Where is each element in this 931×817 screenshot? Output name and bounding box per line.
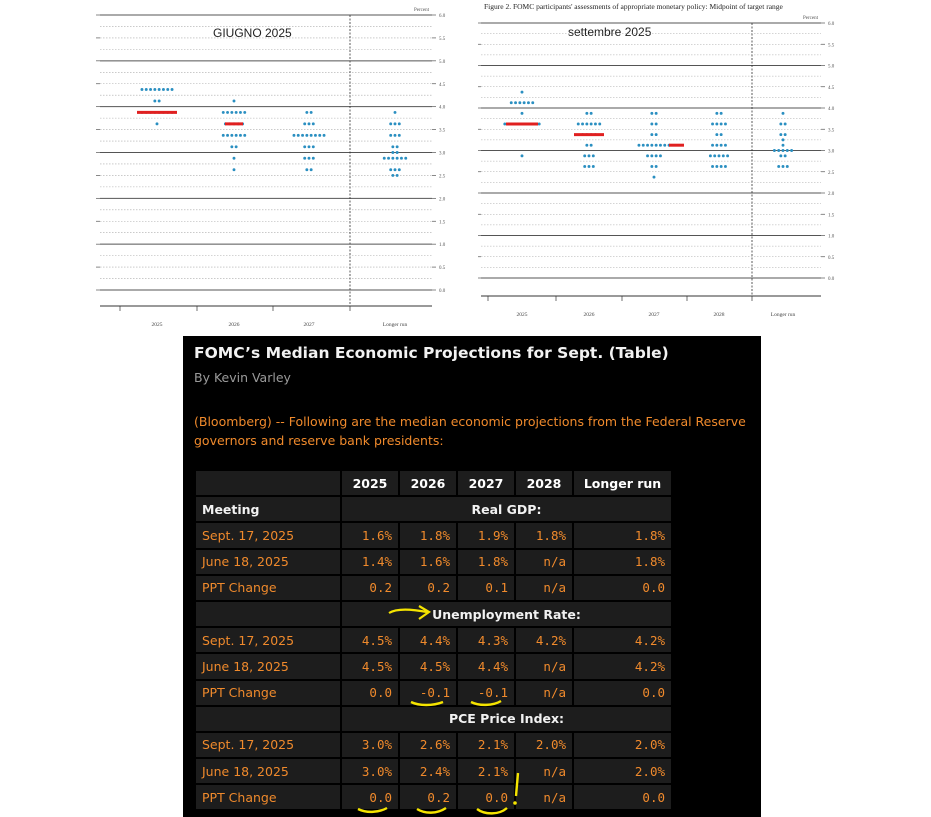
participant-dot — [583, 165, 586, 168]
y-tick-label: 1.5 — [828, 213, 835, 219]
y-axis-label: Percent — [414, 8, 429, 13]
chart-title: settembre 2025 — [568, 25, 652, 39]
table-cell: 3.0% — [342, 759, 398, 783]
participant-dot — [538, 122, 541, 125]
table-cell: 2.1% — [458, 733, 514, 757]
table-cell: 0.2 — [400, 576, 456, 600]
table-cell: 0.0 — [458, 785, 514, 809]
participant-dot — [394, 168, 397, 171]
table-cell: 1.9% — [458, 523, 514, 547]
y-tick-label: 3.5 — [828, 128, 835, 134]
participant-dot — [233, 99, 236, 102]
participant-dot — [590, 112, 593, 115]
y-tick-label: 4.5 — [439, 82, 446, 88]
participant-dot — [305, 134, 308, 137]
participant-dot — [786, 165, 789, 168]
participant-dot — [383, 157, 386, 160]
table-cell: n/a — [516, 550, 572, 574]
row-label: Sept. 17, 2025 — [196, 523, 340, 547]
participant-dot — [308, 122, 311, 125]
meeting-label: Meeting — [196, 497, 340, 521]
participant-dot — [720, 112, 723, 115]
participant-dot — [235, 145, 238, 148]
participant-dot — [396, 157, 399, 160]
participant-dot — [715, 112, 718, 115]
table-cell: 0.0 — [342, 681, 398, 705]
handwritten-annotations — [183, 336, 761, 817]
participant-dot — [158, 99, 161, 102]
participant-dot — [653, 176, 656, 179]
column-header: 2028 — [516, 471, 572, 495]
table-cell: 4.5% — [342, 628, 398, 652]
row-label: Sept. 17, 2025 — [196, 628, 340, 652]
y-tick-label: 0.5 — [828, 255, 835, 261]
y-tick-label: 3.0 — [439, 151, 446, 157]
participant-dot — [590, 144, 593, 147]
participant-dot — [230, 134, 233, 137]
x-tick-label: 2028 — [713, 312, 725, 318]
table-cell: -0.1 — [458, 681, 514, 705]
participant-dot — [715, 122, 718, 125]
participant-dot — [588, 165, 591, 168]
participant-dot — [141, 88, 144, 91]
y-tick-label: 1.0 — [439, 243, 446, 249]
participant-dot — [394, 111, 397, 114]
row-label: June 18, 2025 — [196, 550, 340, 574]
table-cell: 1.6% — [342, 523, 398, 547]
participant-dot — [158, 88, 161, 91]
y-tick-label: 3.0 — [828, 149, 835, 155]
participant-dot — [577, 122, 580, 125]
participant-dot — [711, 122, 714, 125]
participant-dot — [715, 133, 718, 136]
participant-dot — [663, 144, 666, 147]
y-axis-label: Percent — [803, 16, 818, 21]
section-name: Unemployment Rate: — [342, 602, 671, 626]
table-cell: 0.0 — [574, 576, 671, 600]
x-tick-label: 2027 — [303, 322, 315, 328]
underline-2027-pce — [477, 808, 507, 813]
participant-dot — [312, 145, 315, 148]
participant-dot — [310, 168, 313, 171]
participant-dot — [514, 101, 517, 104]
participant-dot — [323, 134, 326, 137]
table-cell: 4.2% — [574, 654, 671, 678]
table-cell: 3.0% — [342, 733, 398, 757]
participant-dot — [726, 154, 729, 157]
table-cell: 1.8% — [400, 523, 456, 547]
participant-dot — [398, 134, 401, 137]
participant-dot — [722, 154, 725, 157]
table-cell: n/a — [516, 759, 572, 783]
table-cell: 4.3% — [458, 628, 514, 652]
participant-dot — [592, 154, 595, 157]
participant-dot — [659, 144, 662, 147]
participant-dot — [521, 154, 524, 157]
participant-dot — [790, 149, 793, 152]
x-tick-label: 2025 — [151, 322, 163, 328]
participant-dot — [156, 122, 159, 125]
participant-dot — [389, 122, 392, 125]
participant-dot — [786, 149, 789, 152]
participant-dot — [243, 111, 246, 114]
participant-dot — [650, 122, 653, 125]
underline-2026-pce — [417, 808, 446, 813]
x-tick-label: 2026 — [583, 312, 595, 318]
table-cell: 1.8% — [516, 523, 572, 547]
participant-dot — [650, 133, 653, 136]
y-tick-label: 3.5 — [439, 128, 446, 134]
participant-dot — [583, 154, 586, 157]
row-label: June 18, 2025 — [196, 654, 340, 678]
participant-dot — [715, 144, 718, 147]
participant-dot — [588, 154, 591, 157]
participant-dot — [297, 134, 300, 137]
participant-dot — [650, 154, 653, 157]
y-tick-label: 6.0 — [439, 14, 446, 19]
chart-title: GIUGNO 2025 — [213, 26, 292, 40]
table-cell: n/a — [516, 654, 572, 678]
row-label: PPT Change — [196, 681, 340, 705]
participant-dot — [404, 157, 407, 160]
participant-dot — [391, 145, 394, 148]
y-tick-label: 5.5 — [439, 36, 446, 42]
participant-dot — [303, 157, 306, 160]
y-tick-label: 1.5 — [439, 220, 446, 226]
participant-dot — [308, 157, 311, 160]
participant-dot — [239, 134, 242, 137]
participant-dot — [642, 144, 645, 147]
participant-dot — [166, 88, 169, 91]
participant-dot — [235, 134, 238, 137]
participant-dot — [711, 165, 714, 168]
participant-dot — [239, 111, 242, 114]
table-cell: 1.8% — [574, 523, 671, 547]
participant-dot — [243, 134, 246, 137]
exclamation-mark — [516, 773, 518, 796]
participant-dot — [394, 122, 397, 125]
y-tick-label: 4.5 — [828, 85, 835, 91]
participant-dot — [713, 154, 716, 157]
participant-dot — [396, 151, 399, 154]
participant-dot — [718, 154, 721, 157]
participant-dot — [784, 133, 787, 136]
table-cell: 0.2 — [342, 576, 398, 600]
participant-dot — [655, 144, 658, 147]
participant-dot — [318, 134, 321, 137]
participant-dot — [310, 111, 313, 114]
participant-dot — [655, 133, 658, 136]
column-header: 2027 — [458, 471, 514, 495]
participant-dot — [779, 154, 782, 157]
table-cell: 1.6% — [400, 550, 456, 574]
participant-dot — [782, 112, 785, 115]
table-cell: 1.8% — [574, 550, 671, 574]
participant-dot — [659, 154, 662, 157]
participant-dot — [389, 168, 392, 171]
row-label: June 18, 2025 — [196, 759, 340, 783]
participant-dot — [779, 122, 782, 125]
table-cell: n/a — [516, 681, 572, 705]
participant-dot — [226, 111, 229, 114]
participant-dot — [782, 149, 785, 152]
x-tick-label: 2026 — [228, 322, 240, 328]
participant-dot — [646, 144, 649, 147]
participant-dot — [305, 111, 308, 114]
participant-dot — [312, 157, 315, 160]
participant-dot — [590, 122, 593, 125]
participant-dot — [171, 88, 174, 91]
participant-dot — [585, 112, 588, 115]
y-tick-label: 2.0 — [828, 192, 835, 197]
participant-dot — [715, 165, 718, 168]
participant-dot — [784, 154, 787, 157]
participant-dot — [638, 144, 641, 147]
table-cell: 2.0% — [516, 733, 572, 757]
column-header: Longer run — [574, 471, 671, 495]
participant-dot — [720, 122, 723, 125]
y-tick-label: 2.5 — [439, 174, 446, 180]
participant-dot — [655, 112, 658, 115]
row-label: Sept. 17, 2025 — [196, 733, 340, 757]
table-cell: 0.0 — [342, 785, 398, 809]
participant-dot — [230, 111, 233, 114]
participant-dot — [720, 165, 723, 168]
row-label: PPT Change — [196, 785, 340, 809]
table-cell: 1.8% — [458, 550, 514, 574]
participant-dot — [162, 88, 165, 91]
table-cell: n/a — [516, 785, 572, 809]
participant-dot — [391, 151, 394, 154]
participant-dot — [527, 101, 530, 104]
participant-dot — [389, 134, 392, 137]
participant-dot — [230, 145, 233, 148]
dot-plot-june — [95, 0, 465, 335]
participant-dot — [650, 165, 653, 168]
table-cell: 4.4% — [400, 628, 456, 652]
column-header: 2025 — [342, 471, 398, 495]
participant-dot — [510, 101, 513, 104]
participant-dot — [153, 88, 156, 91]
y-tick-label: 5.5 — [828, 43, 835, 49]
participant-dot — [149, 88, 152, 91]
participant-dot — [724, 165, 727, 168]
participant-dot — [518, 101, 521, 104]
participant-dot — [784, 122, 787, 125]
participant-dot — [782, 144, 785, 147]
participant-dot — [398, 168, 401, 171]
y-tick-label: 4.0 — [439, 105, 446, 111]
participant-dot — [303, 145, 306, 148]
x-tick-label: Longer run — [770, 312, 796, 318]
table-cell: 1.4% — [342, 550, 398, 574]
participant-dot — [523, 101, 526, 104]
participant-dot — [521, 91, 524, 94]
participant-dot — [782, 138, 785, 141]
participant-dot — [709, 154, 712, 157]
table-cell: 4.2% — [574, 628, 671, 652]
participant-dot — [650, 144, 653, 147]
participant-dot — [222, 111, 225, 114]
table-cell: 4.2% — [516, 628, 572, 652]
participant-dot — [581, 122, 584, 125]
yellow-arrow — [389, 610, 427, 614]
y-tick-label: 2.5 — [828, 170, 835, 176]
y-tick-label: 0.0 — [439, 289, 446, 294]
y-tick-label: 0.0 — [828, 277, 835, 282]
participant-dot — [314, 134, 317, 137]
exclamation-dot — [513, 801, 517, 805]
fomc-projections-panel — [183, 336, 761, 817]
participant-dot — [396, 145, 399, 148]
table-cell: 2.6% — [400, 733, 456, 757]
y-tick-label: 4.0 — [828, 107, 835, 112]
participant-dot — [650, 112, 653, 115]
participant-dot — [585, 144, 588, 147]
participant-dot — [592, 165, 595, 168]
y-tick-label: 6.0 — [828, 22, 835, 27]
participant-dot — [594, 122, 597, 125]
participant-dot — [305, 168, 308, 171]
participant-dot — [598, 122, 601, 125]
participant-dot — [303, 122, 306, 125]
participant-dot — [312, 122, 315, 125]
participant-dot — [779, 133, 782, 136]
table-cell: n/a — [516, 576, 572, 600]
table-cell: 0.0 — [574, 681, 671, 705]
participant-dot — [503, 122, 506, 125]
participant-dot — [233, 168, 236, 171]
participant-dot — [391, 174, 394, 177]
participant-dot — [400, 157, 403, 160]
participant-dot — [226, 134, 229, 137]
participant-dot — [308, 145, 311, 148]
table-cell: 4.5% — [342, 654, 398, 678]
table-cell: 2.0% — [574, 733, 671, 757]
participant-dot — [724, 144, 727, 147]
participant-dot — [521, 112, 524, 115]
participant-dot — [655, 154, 658, 157]
section-name: Real GDP: — [342, 497, 671, 521]
panel-author: By Kevin Varley — [194, 370, 291, 385]
participant-dot — [235, 111, 238, 114]
participant-dot — [396, 174, 399, 177]
participant-dot — [646, 154, 649, 157]
table-cell: 0.1 — [458, 576, 514, 600]
y-tick-label: 5.0 — [828, 64, 835, 70]
participant-dot — [773, 149, 776, 152]
table-cell: -0.1 — [400, 681, 456, 705]
panel-title: FOMC’s Median Economic Projections for Sept. (Table) — [194, 344, 669, 362]
underline-2026-unemployment — [411, 702, 443, 705]
participant-dot — [777, 149, 780, 152]
participant-dot — [301, 134, 304, 137]
participant-dot — [720, 133, 723, 136]
underline-2025-pce — [358, 808, 387, 812]
participant-dot — [655, 122, 658, 125]
y-tick-label: 1.0 — [828, 234, 835, 240]
table-cell: 2.1% — [458, 759, 514, 783]
participant-dot — [398, 122, 401, 125]
table-cell: 4.4% — [458, 654, 514, 678]
participant-dot — [222, 134, 225, 137]
participant-dot — [394, 134, 397, 137]
figure-caption: Figure 2. FOMC participants' assessments of appropriate monetary policy: Midpoint of target range — [484, 2, 783, 11]
table-cell: 0.0 — [574, 785, 671, 809]
y-tick-label: 5.0 — [439, 59, 446, 65]
participant-dot — [724, 122, 727, 125]
table-cell: 2.4% — [400, 759, 456, 783]
panel-intro: (Bloomberg) -- Following are the median economic projections from the Federal Reserve governors and reserve bank presidents: — [194, 414, 746, 448]
participant-dot — [233, 157, 236, 160]
y-tick-label: 0.5 — [439, 266, 446, 272]
participant-dot — [153, 99, 156, 102]
participant-dot — [293, 134, 296, 137]
participant-dot — [655, 165, 658, 168]
table-cell: 0.2 — [400, 785, 456, 809]
participant-dot — [711, 144, 714, 147]
participant-dot — [391, 157, 394, 160]
participant-dot — [310, 134, 313, 137]
participant-dot — [145, 88, 148, 91]
participant-dot — [777, 165, 780, 168]
section-name: PCE Price Index: — [342, 707, 671, 731]
x-tick-label: Longer run — [382, 322, 408, 328]
participant-dot — [531, 101, 534, 104]
x-tick-label: 2025 — [516, 312, 528, 318]
underline-2027-unemployment — [471, 701, 501, 705]
row-label: PPT Change — [196, 576, 340, 600]
dot-plot-september-svg — [478, 0, 848, 330]
table-cell: 2.0% — [574, 759, 671, 783]
participant-dot — [585, 122, 588, 125]
participant-dot — [720, 144, 723, 147]
table-cell: 4.5% — [400, 654, 456, 678]
dot-plot-june-svg — [95, 0, 465, 335]
y-tick-label: 2.0 — [439, 197, 446, 203]
dot-plot-september — [478, 0, 848, 330]
x-tick-label: 2027 — [648, 312, 660, 318]
column-header: 2026 — [400, 471, 456, 495]
participant-dot — [782, 165, 785, 168]
participant-dot — [387, 157, 390, 160]
